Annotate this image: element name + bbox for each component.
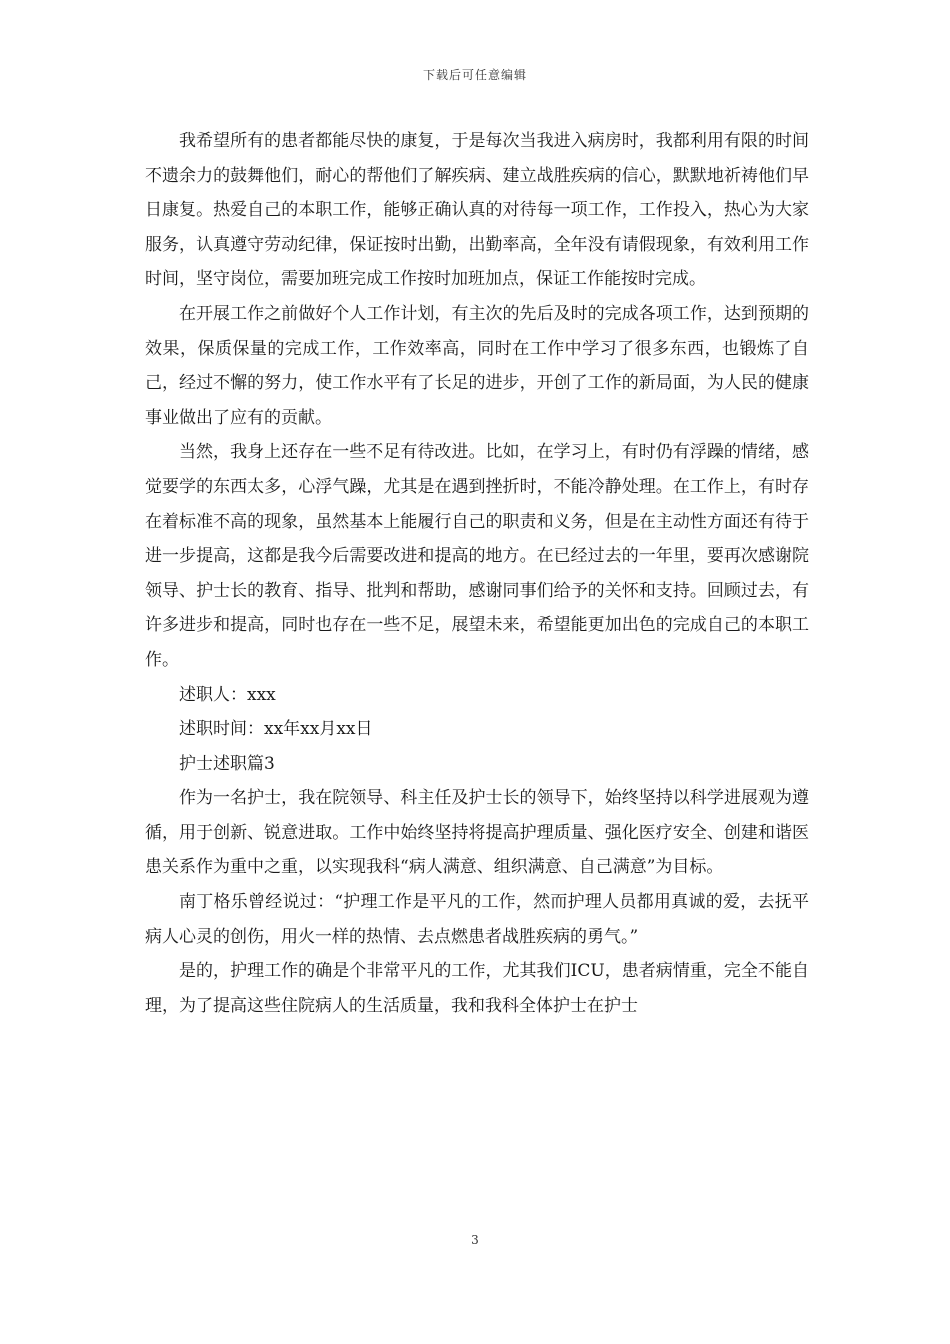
section-title: 护士述职篇3: [179, 753, 275, 774]
paragraph: 我希望所有的患者都能尽快的康复，于是每次当我进入病房时，我都利用有限的时间不遗余力的鼓舞他们，耐心的帮他们了解疾病、建立战胜疾病的信心，默默地祈祷他们早日康复。热爱自己的本职工作，能够正确认真的对待每一项工作，工作投入，热心为大家服务，认真遵守劳动纪律，保证按时出勤，出勤率高，全年没有请假现象，有效利用工作时间，坚守岗位，需要加班完成工作按时加班加点，保证工作能按时完成。: [145, 131, 809, 290]
reporter-line: 述职人：xxx: [179, 684, 276, 705]
paragraph: 南丁格乐曾经说过：“护理工作是平凡的工作，然而护理人员都用真诚的爱，去抚平病人心灵的创伤，用火一样的热情、去点燃患者战胜疾病的勇气。”: [145, 892, 809, 947]
paragraph: 在开展工作之前做好个人工作计划，有主次的先后及时的完成各项工作，达到预期的效果，保质保量的完成工作，工作效率高，同时在工作中学习了很多东西，也锻炼了自己，经过不懈的努力，使工作水平有了长足的进步，开创了工作的新局面，为人民的健康事业做出了应有的贡献。: [145, 303, 809, 428]
paragraph: 作为一名护士，我在院领导、科主任及护士长的领导下，始终坚持以科学进展观为遵循，用于创新、锐意进取。工作中始终坚持将提高护理质量、强化医疗安全、创建和谐医患关系作为重中之重，以实现我科“病人满意、组织满意、自己满意”为目标。: [145, 788, 809, 878]
report-date-line: 述职时间：xx年xx月xx日: [179, 719, 373, 740]
document-body: [145, 124, 809, 1023]
paragraph: 当然，我身上还存在一些不足有待改进。比如，在学习上，有时仍有浮躁的情绪，感觉要学的东西太多，心浮气躁，尤其是在遇到挫折时，不能冷静处理。在工作上，有时存在着标准不高的现象，虽然基本上能履行自己的职责和义务，但是在主动性方面还有待于进一步提高，这都是我今后需要改进和提高的地方。在已经过去的一年里，要再次感谢院领导、护士长的教育、指导、批判和帮助，感谢同事们给予的关怀和支持。回顾过去，有许多进步和提高，同时也存在一些不足，展望未来，希望能更加出色的完成自己的本职工作。: [145, 442, 809, 670]
paragraph: 是的，护理工作的确是个非常平凡的工作，尤其我们ICU，患者病情重，完全不能自理，为了提高这些住院病人的生活质量，我和我科全体护士在护士: [145, 961, 809, 1016]
page-header: 下载后可任意编辑: [422, 68, 527, 82]
page-number: 3: [471, 1233, 479, 1247]
